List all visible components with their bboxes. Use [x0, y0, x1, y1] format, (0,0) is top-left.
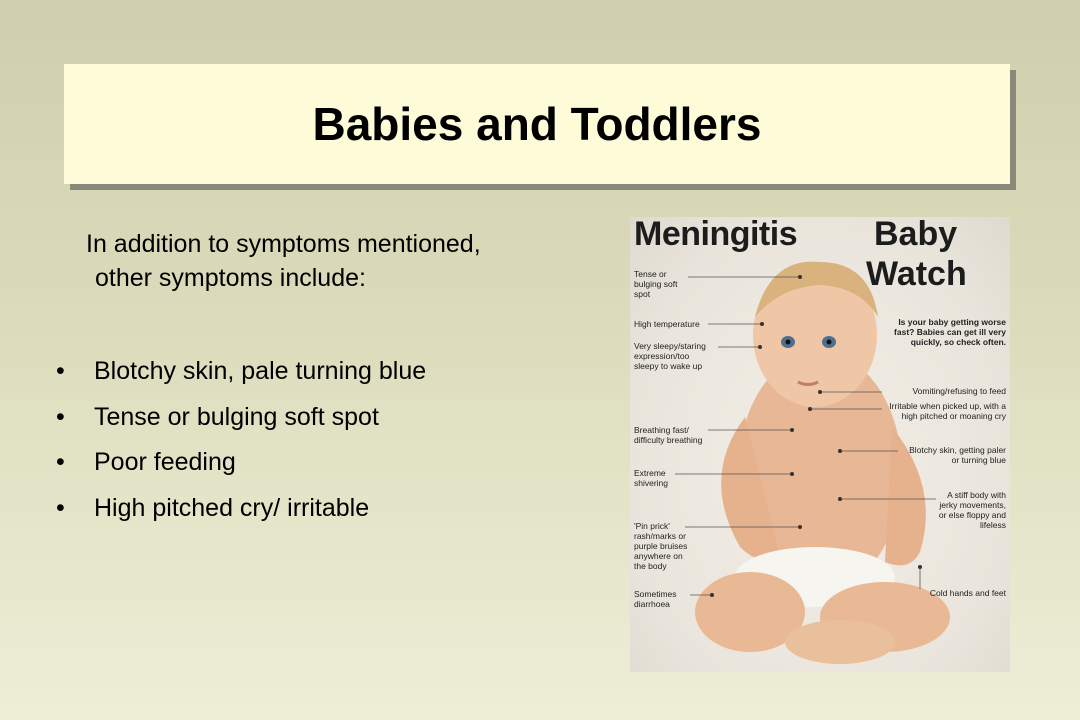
list-item	[56, 402, 596, 432]
list-item-text: Tense or bulging soft spot	[94, 402, 379, 431]
list-item-text: High pitched cry/ irritable	[94, 493, 370, 522]
bullet-icon: •	[56, 448, 65, 476]
poster-label: Very sleepy/staring expression/too sleepy to wake up	[634, 341, 706, 371]
poster-label: 'Pin prick' rash/marks or purple bruises anywhere on the body	[634, 521, 688, 571]
poster-label: High temperature	[634, 319, 700, 329]
list-item	[56, 447, 596, 477]
poster-title-word-1: Meningitis	[634, 217, 798, 253]
poster-label: Blotchy skin, getting paler or turning blue	[909, 445, 1006, 465]
poster-label: A stiff body with jerky movements, or else floppy and lifeless	[938, 490, 1006, 530]
intro-line-1: In addition to symptoms mentioned,	[86, 230, 481, 258]
bullet-icon: •	[56, 402, 65, 431]
poster-title-word-2: Baby	[874, 217, 958, 253]
bullet-icon: •	[56, 493, 65, 522]
meningitis-poster-image	[630, 217, 1010, 672]
intro-text	[86, 227, 606, 295]
poster-label: Breathing fast/ difficulty breathing	[634, 425, 703, 445]
poster-label: Irritable when picked up, with a high pitched or moaning cry	[889, 401, 1006, 421]
poster-label: Cold hands and feet	[929, 588, 1006, 598]
intro-line-2: other symptoms include:	[95, 264, 366, 292]
poster-label: Extreme shivering	[634, 468, 669, 488]
poster-label: Sometimes diarrhoea	[634, 589, 677, 609]
list-item-text: Poor feeding	[94, 448, 236, 476]
poster-label: Tense or bulging soft spot	[634, 269, 678, 299]
list-item	[56, 356, 596, 386]
poster-tagline: Is your baby getting worse fast? Babies can get ill very quickly, so check often.	[894, 317, 1006, 347]
poster-label: Vomiting/refusing to feed	[912, 386, 1006, 396]
slide-title: Babies and Toddlers	[312, 98, 762, 150]
symptom-list	[56, 356, 596, 538]
list-item	[56, 493, 596, 523]
bullet-icon: •	[56, 357, 65, 385]
poster-title-word-3: Watch	[866, 255, 967, 293]
list-item-text: Blotchy skin, pale turning blue	[94, 357, 427, 385]
title-box	[64, 64, 1010, 184]
